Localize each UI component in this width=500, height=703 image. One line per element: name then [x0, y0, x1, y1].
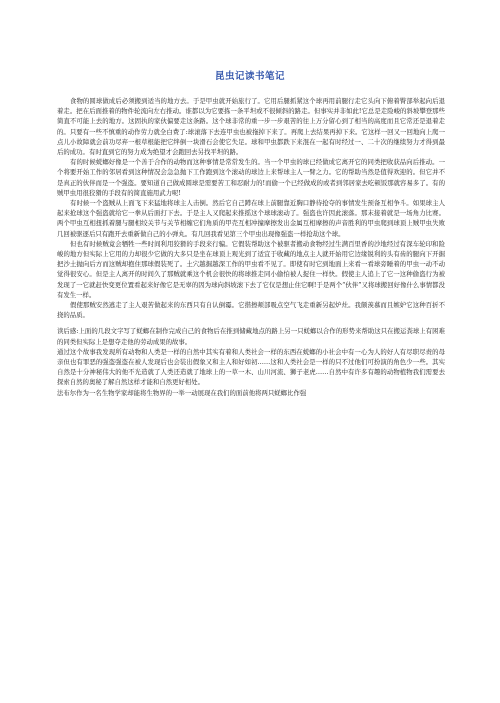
paragraph: 有时候一个盗贼从上面飞下来猛地将球主人击倒。然后它自己蹲在球上前腿靠近胸口静待抢夺的事情发生预备互相争斗。如果球主人起来抢球这个强盗就给它一拳从后面打下去。于是主人又爬起来推摇这个球球滚动了。强盗也许因此滚落。那末接着就是一场角力比赛。两个甲虫互相扭抓着腿与腿相绞关节与关节相缠它们角质的甲壳互相冲撞摩擦发出金属互相摩擦的声音胜利的甲虫爬到球顶上贼甲虫失败几回被驱逐后只有跑开去重新做自己的小弹丸。有几回我看见第三个甲虫出现像强盗一样抢劫这个球。: [57, 199, 445, 238]
paragraph: 但也有时候贼竟会牺牲一些时间利用狡猾的手段来行骗。它假装帮助这个被驱者搬动食物经过生满百里香的沙地经过有深车轮印和险峻的地方但实际上它用的力却很少它做的大多只是坐在球顶上观光到了适宜于收藏的地点主人就开始用它边缘锐利的头有齿的腿向下开掘把沙土抛向后方而这贼却抱住那球假装死了。土穴越掘越深工作的甲虫看不见了。即使有时它到地面上来看一看球旁睡着的甲虫一动不动觉得很安心。但是主人离开的时间久了那贼就乘这个机会很快的将球推走同小偷怕被人捉住一样快。假使主人追上了它一这种偷盗行为被发现了一它就赶快变更位置看起来好像它是无辜的因为球向斜坡滚下去了它仅是想止住它啊!于是两个“伙伴”又将球搬回好像什么事情都没有发生一样。: [57, 239, 445, 299]
document-body: [57, 96, 445, 398]
reflection-paragraph: 通过这个故事我发现所有动物和人类是一样的自然中其实有着和人类社会一样的东西在蜣螂的小社会中有一心为人的好人有尽职尽责的母亲但也有罪恶的强盗强盗在被人发现后也会装出假象又和主人和好如初……这和人类社会是一样的只不过他们可扮演的角色少一些。其实自然是十分神秘伟大的他不光造就了人类还造就了地球上的一草一木、山川河流、狮子老虎……自然中有许多有趣的动物植物我们需要去探索自然的奥秘了解自然这样才能和自然更好相处。: [57, 347, 445, 387]
reflection-paragraph: 读后感:上面的几段文字写了蜣螂在制作完成自己的食物后在推到储藏地点的路上另一只蜣螂以合作的形势来帮助这只在搬运粪球上有困难的同类但实际上是想夺走他的劳动成果的故事。: [57, 327, 445, 346]
reflection-paragraph: 法布尔作为一名生物学家却能将生物界的一举一动展现在我们的面前他将两只蜣螂比作强: [57, 388, 307, 397]
paragraph: 有的时候蜣螂好像是一个善于合作的动物而这种事情是常常发生的。当一个甲虫的球已经做成它离开它的同类把收获品向后推动。一个将要开始工作的邻居看到这种情况会急急抛下工作跑到这个滚动的球边上来帮球主人一臂之力。它的帮助当然是值得欢迎的。但它并不是真正的伙伴而是一个强盗。要知道自己做成圆球是需要苦工和忍耐力的!而偷一个已经做成的或者到邻居家去吃顿饭那就容易多了。有的贼甲虫用很狡猾的手段有的简直施用武力呢!: [57, 158, 445, 197]
document-title: 昆虫记读书笔记: [214, 71, 285, 82]
paragraph: 食物的圆球做成后必须搬到适当的地方去。于是甲虫就开始旅行了。它用后腿抓紧这个球再用前腿行走它头向下俯着臀部举起向后退着走。把在后面推着的物件轮流向左右推动。谁都以为它要拣一条平坦或不很倾斜的路走。但事实并非如此!它总是走险峻的斜坡攀登那些简直不可能上去的地方。这固执的家伙偏要走这条路。这个球非常的重一步一步艰苦的往上万分留心到了相当的高度而且它常还是退着走的。只要有一些不慎重的动作劳力就全白费了:球滚落下去连甲虫也被拖掉下来了。再爬上去结果再掉下来。它这样一回又一回地向上爬一点儿小故障就会前功尽弃一根草根能把它绊倒一块滑石会使它失足。球和甲虫都跌下来混在一起有时经过一、二十次的继续努力才得到最后的成功。有时直到它的努力成为绝望才会跑回去另找平坦的路。: [57, 97, 445, 157]
paragraph: 假使那贼安然逃走了主人艰苦做起来的东西只有自认倒霉。它揩擦颊部吸点空气飞走重新另起炉灶。我颇羡慕而且嫉妒它这种百折不挠的品质。: [57, 301, 445, 320]
